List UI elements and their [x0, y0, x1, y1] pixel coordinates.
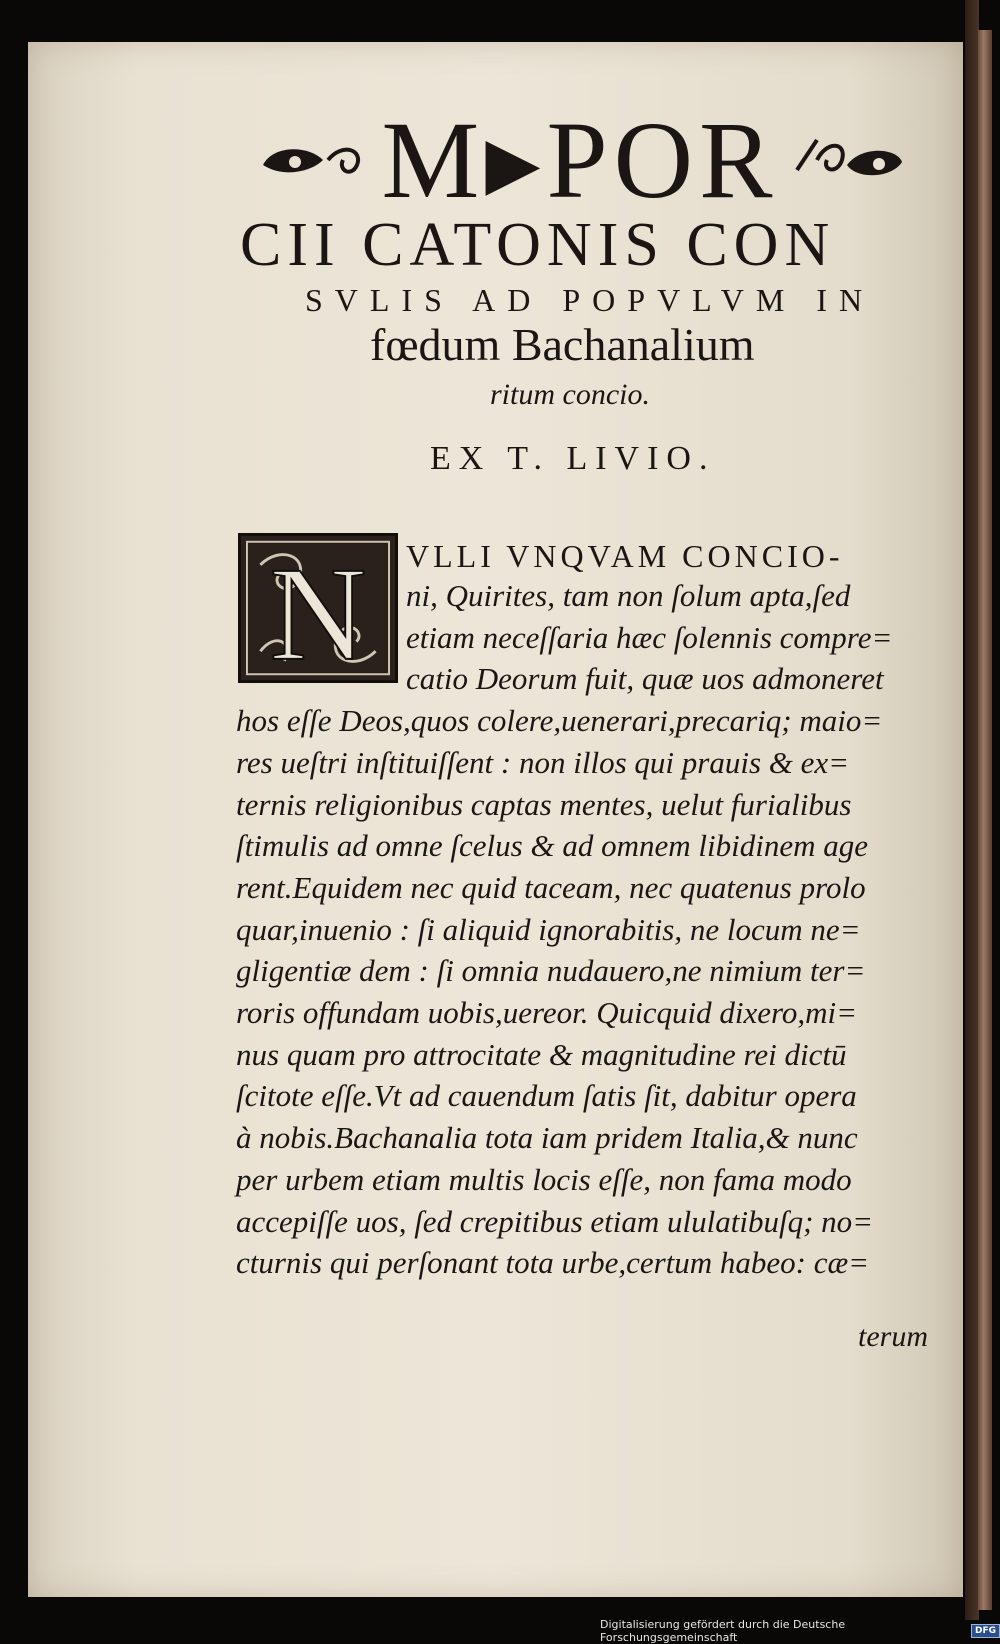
intro-capitals: VLLI VNQVAM CONCIO- — [406, 538, 844, 574]
title-second-line: CII CATONIS CON — [240, 211, 836, 279]
title-first-line: M▸POR — [381, 99, 779, 221]
title-fourth-line: fœdum Bachanalium — [370, 319, 755, 370]
text-line: accepiſſe uos, ſed crepitibus etiam ululatibuſq; no= — [236, 1203, 874, 1239]
text-line: quar,inuenio : ſi aliquid ignorabitis, ne locum ne= — [236, 911, 861, 947]
text-line: catio Deorum fuit, quæ uos admoneret — [406, 661, 884, 697]
text-line: hos eſſe Deos,quos colere,uenerari,precariq; maio= — [236, 703, 883, 739]
source-heading: EX T. LIVIO. — [430, 440, 716, 477]
text-line: nus quam pro attrocitate & magnitudine rei dictū — [236, 1036, 847, 1072]
title-line-1 — [220, 100, 940, 220]
text-line: gligentiæ dem : ſi omnia nudauero,ne nimium ter= — [236, 953, 866, 989]
dfg-logo: DFG — [971, 1624, 1000, 1638]
text-line: etiam neceſſaria hæc ſolennis compre= — [406, 619, 893, 655]
right-fleuron-icon — [787, 120, 907, 200]
text-line: ni, Quirites, tam non ſolum apta,ſed — [406, 578, 851, 613]
footer-text: Digitalisierung gefördert durch die Deutsche Forschungsgemeinschaft — [600, 1618, 846, 1644]
text-line: ſcitote eſſe.Vt ad cauendum ſatis ſit, dabitur opera — [236, 1078, 857, 1114]
text-line: rent.Equidem nec quid taceam, nec quatenus prolo — [236, 869, 866, 905]
ornament-initial-icon — [241, 536, 395, 680]
decorated-initial — [238, 533, 398, 683]
title-fifth-line: ritum concio. — [490, 378, 650, 411]
text-line: res ueſtri inſtituiſſent : non illos qui prauis & ex= — [236, 744, 850, 780]
book-page-edge — [978, 30, 992, 1610]
text-line: roris offundam uobis,uereor. Quicquid dixero,mi= — [236, 995, 858, 1030]
text-line: per urbem etiam multis locis eſſe, non fama modo — [236, 1161, 852, 1197]
text-line: cturnis qui perſonant tota urbe,certum habeo: cæ= — [236, 1245, 870, 1281]
title-third-line: SVLIS AD POPVLVM IN — [305, 282, 875, 318]
text-line: ſtimulis ad omne ſcelus & ad omnem libidinem age — [236, 828, 868, 864]
book-spine-edge — [965, 0, 979, 1620]
left-fleuron-icon — [253, 120, 373, 200]
footer — [600, 1618, 1000, 1644]
text-line: à nobis.Bachanalia tota iam pridem Italia,& nunc — [236, 1120, 858, 1156]
catchword: terum — [858, 1320, 928, 1353]
text-line: ternis religionibus captas mentes, uelut furialibus — [236, 786, 852, 822]
drop-cap-letter: N — [269, 539, 367, 680]
